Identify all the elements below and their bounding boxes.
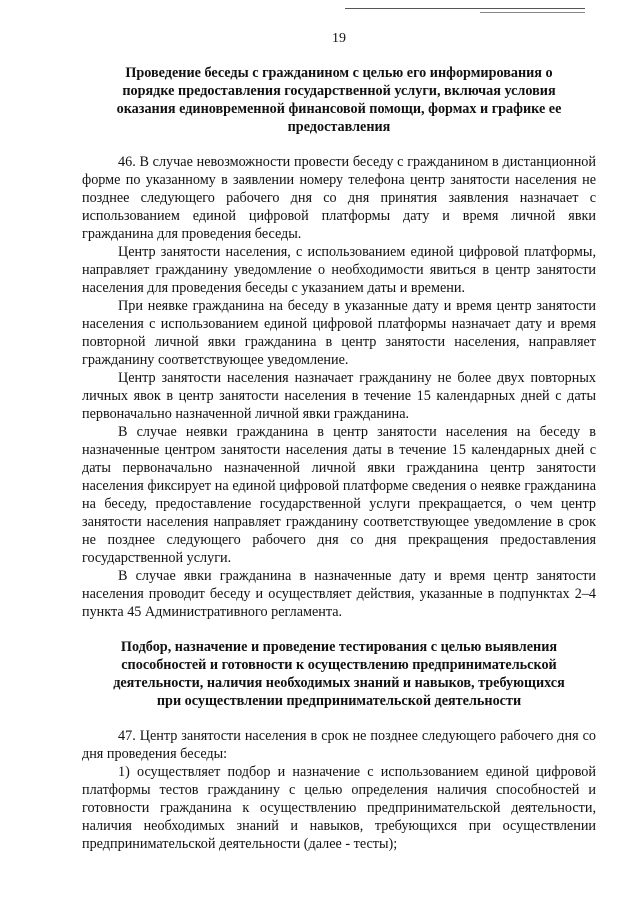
- paragraph-47-item-1: 1) осуществляет подбор и назначение с использованием единой цифровой платформы тестов гражданину с целью определения наличия способностей и готовности гражданина к осуществлению предпринимательской деятельности, наличия необходимых знаний и навыков, требующихся при осуществлении предпринимательской деятельности (далее - тесты);: [82, 764, 596, 852]
- page-number: 19: [332, 31, 346, 46]
- paragraph-appearance: В случае явки гражданина в назначенные дату и время центр занятости населения проводит беседу и осуществляет действия, указанные в подпунктах 2–4 пункта 45 Административного регламента.: [82, 568, 596, 620]
- paragraph-repeat-visits: Центр занятости населения назначает гражданину не более двух повторных личных явок в центр занятости населения в течение 15 календарных дней с даты первоначально назначенной личной явки гражданина.: [82, 370, 596, 422]
- document-page: [82, 30, 596, 853]
- header-rule-short: [480, 12, 585, 13]
- section-heading-conversation: Проведение беседы с гражданином с целью его информирования о порядке предоставления государственной услуги, включая условия оказания единовременной финансовой помощи, формах и графике ее предоставления: [116, 65, 562, 135]
- header-rule: [345, 8, 585, 9]
- section-heading-testing: Подбор, назначение и проведение тестирования с целью выявления способностей и готовности к осуществлению предпринимательской деятельности, наличия необходимых знаний и навыков, требующихся при осуществлении предпринимательской деятельности: [113, 639, 565, 709]
- paragraph-47: 47. Центр занятости населения в срок не позднее следующего рабочего дня со дня проведения беседы:: [82, 728, 596, 762]
- paragraph-termination: В случае неявки гражданина в центр занятости населения на беседу в назначенные центром занятости населения даты в течение 15 календарных дней с даты первоначально назначенной личной явки гражданина центр занятости населения фиксирует на единой цифровой платформе сведения о неявке гражданина на беседу, предоставление государственной услуги прекращается, о чем центр занятости населения направляет гражданину соответствующее уведомление в срок не позднее следующего рабочего дня со дня прекращения предоставления государственной услуги.: [82, 424, 596, 566]
- paragraph-notification: Центр занятости населения, с использованием единой цифровой платформы, направляет гражданину уведомление о необходимости явиться в центр занятости населения для проведения беседы с указанием даты и времени.: [82, 244, 596, 296]
- paragraph-46: 46. В случае невозможности провести беседу с гражданином в дистанционной форме по указанному в заявлении номеру телефона центр занятости населения не позднее следующего рабочего дня со дня принятия заявления назначает с использованием единой цифровой платформы дату и время личной явки гражданина для проведения беседы.: [82, 154, 596, 242]
- paragraph-no-show: При неявке гражданина на беседу в указанные дату и время центр занятости населения с использованием единой цифровой платформы назначает дату и время повторной личной явки гражданина в центр занятости населения, направляет гражданину соответствующее уведомление.: [82, 298, 596, 368]
